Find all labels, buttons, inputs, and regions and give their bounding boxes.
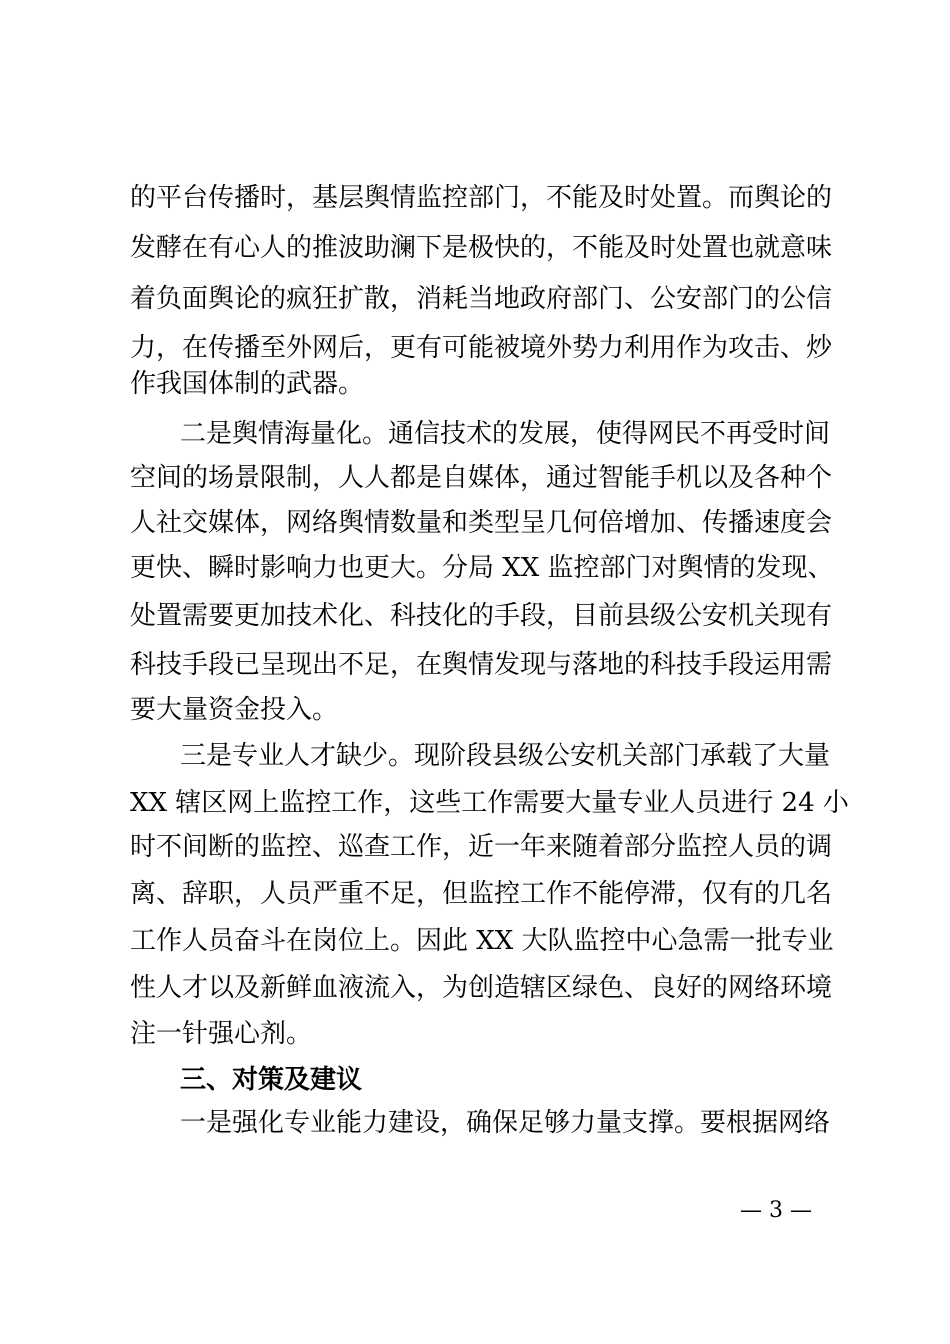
paragraph-line: 一是强化专业能力建设，确保足够力量支撑。要根据网络 [180, 1108, 831, 1138]
paragraph-line: 着负面舆论的疯狂扩散，消耗当地政府部门、公安部门的公信 [130, 284, 833, 314]
paragraph-line: 力，在传播至外网后，更有可能被境外势力利用作为攻击、炒 [130, 333, 833, 363]
paragraph-line: 作我国体制的武器。 [130, 369, 365, 399]
paragraph-line: 离、辞职，人员严重不足，但监控工作不能停滞，仅有的几名 [130, 879, 833, 909]
paragraph-line: XX 辖区网上监控工作，这些工作需要大量专业人员进行 24 小 [130, 788, 849, 818]
paragraph-line: 空间的场景限制，人人都是自媒体，通过智能手机以及各种个 [130, 463, 833, 493]
paragraph-line: 人社交媒体，网络舆情数量和类型呈几何倍增加、传播速度会 [130, 508, 833, 538]
paragraph-line: 三是专业人才缺少。现阶段县级公安机关部门承载了大量 [180, 741, 831, 771]
paragraph-line: 注一针强心剂。 [130, 1019, 313, 1049]
page-number: — 3 — [740, 1198, 812, 1223]
paragraph-line: 工作人员奋斗在岗位上。因此 XX 大队监控中心急需一批专业 [130, 926, 834, 956]
paragraph-line: 处置需要更加技术化、科技化的手段，目前县级公安机关现有 [130, 601, 833, 631]
paragraph-line: 的平台传播时，基层舆情监控部门，不能及时处置。而舆论的 [130, 183, 833, 213]
paragraph-line: 发酵在有心人的推波助澜下是极快的，不能及时处置也就意味 [130, 233, 833, 263]
paragraph-line: 时不间断的监控、巡查工作，近一年来随着部分监控人员的调 [130, 832, 833, 862]
paragraph-line: 科技手段已呈现出不足，在舆情发现与落地的科技手段运用需 [130, 650, 833, 680]
paragraph-line: 要大量资金投入。 [130, 695, 339, 725]
paragraph-line: 二是舆情海量化。通信技术的发展，使得网民不再受时间 [180, 419, 831, 449]
paragraph-line: 更快、瞬时影响力也更大。分局 XX 监控部门对舆情的发现、 [130, 553, 834, 583]
paragraph-line: 性人才以及新鲜血液流入，为创造辖区绿色、良好的网络环境 [130, 973, 833, 1003]
section-heading: 三、对策及建议 [180, 1065, 363, 1095]
